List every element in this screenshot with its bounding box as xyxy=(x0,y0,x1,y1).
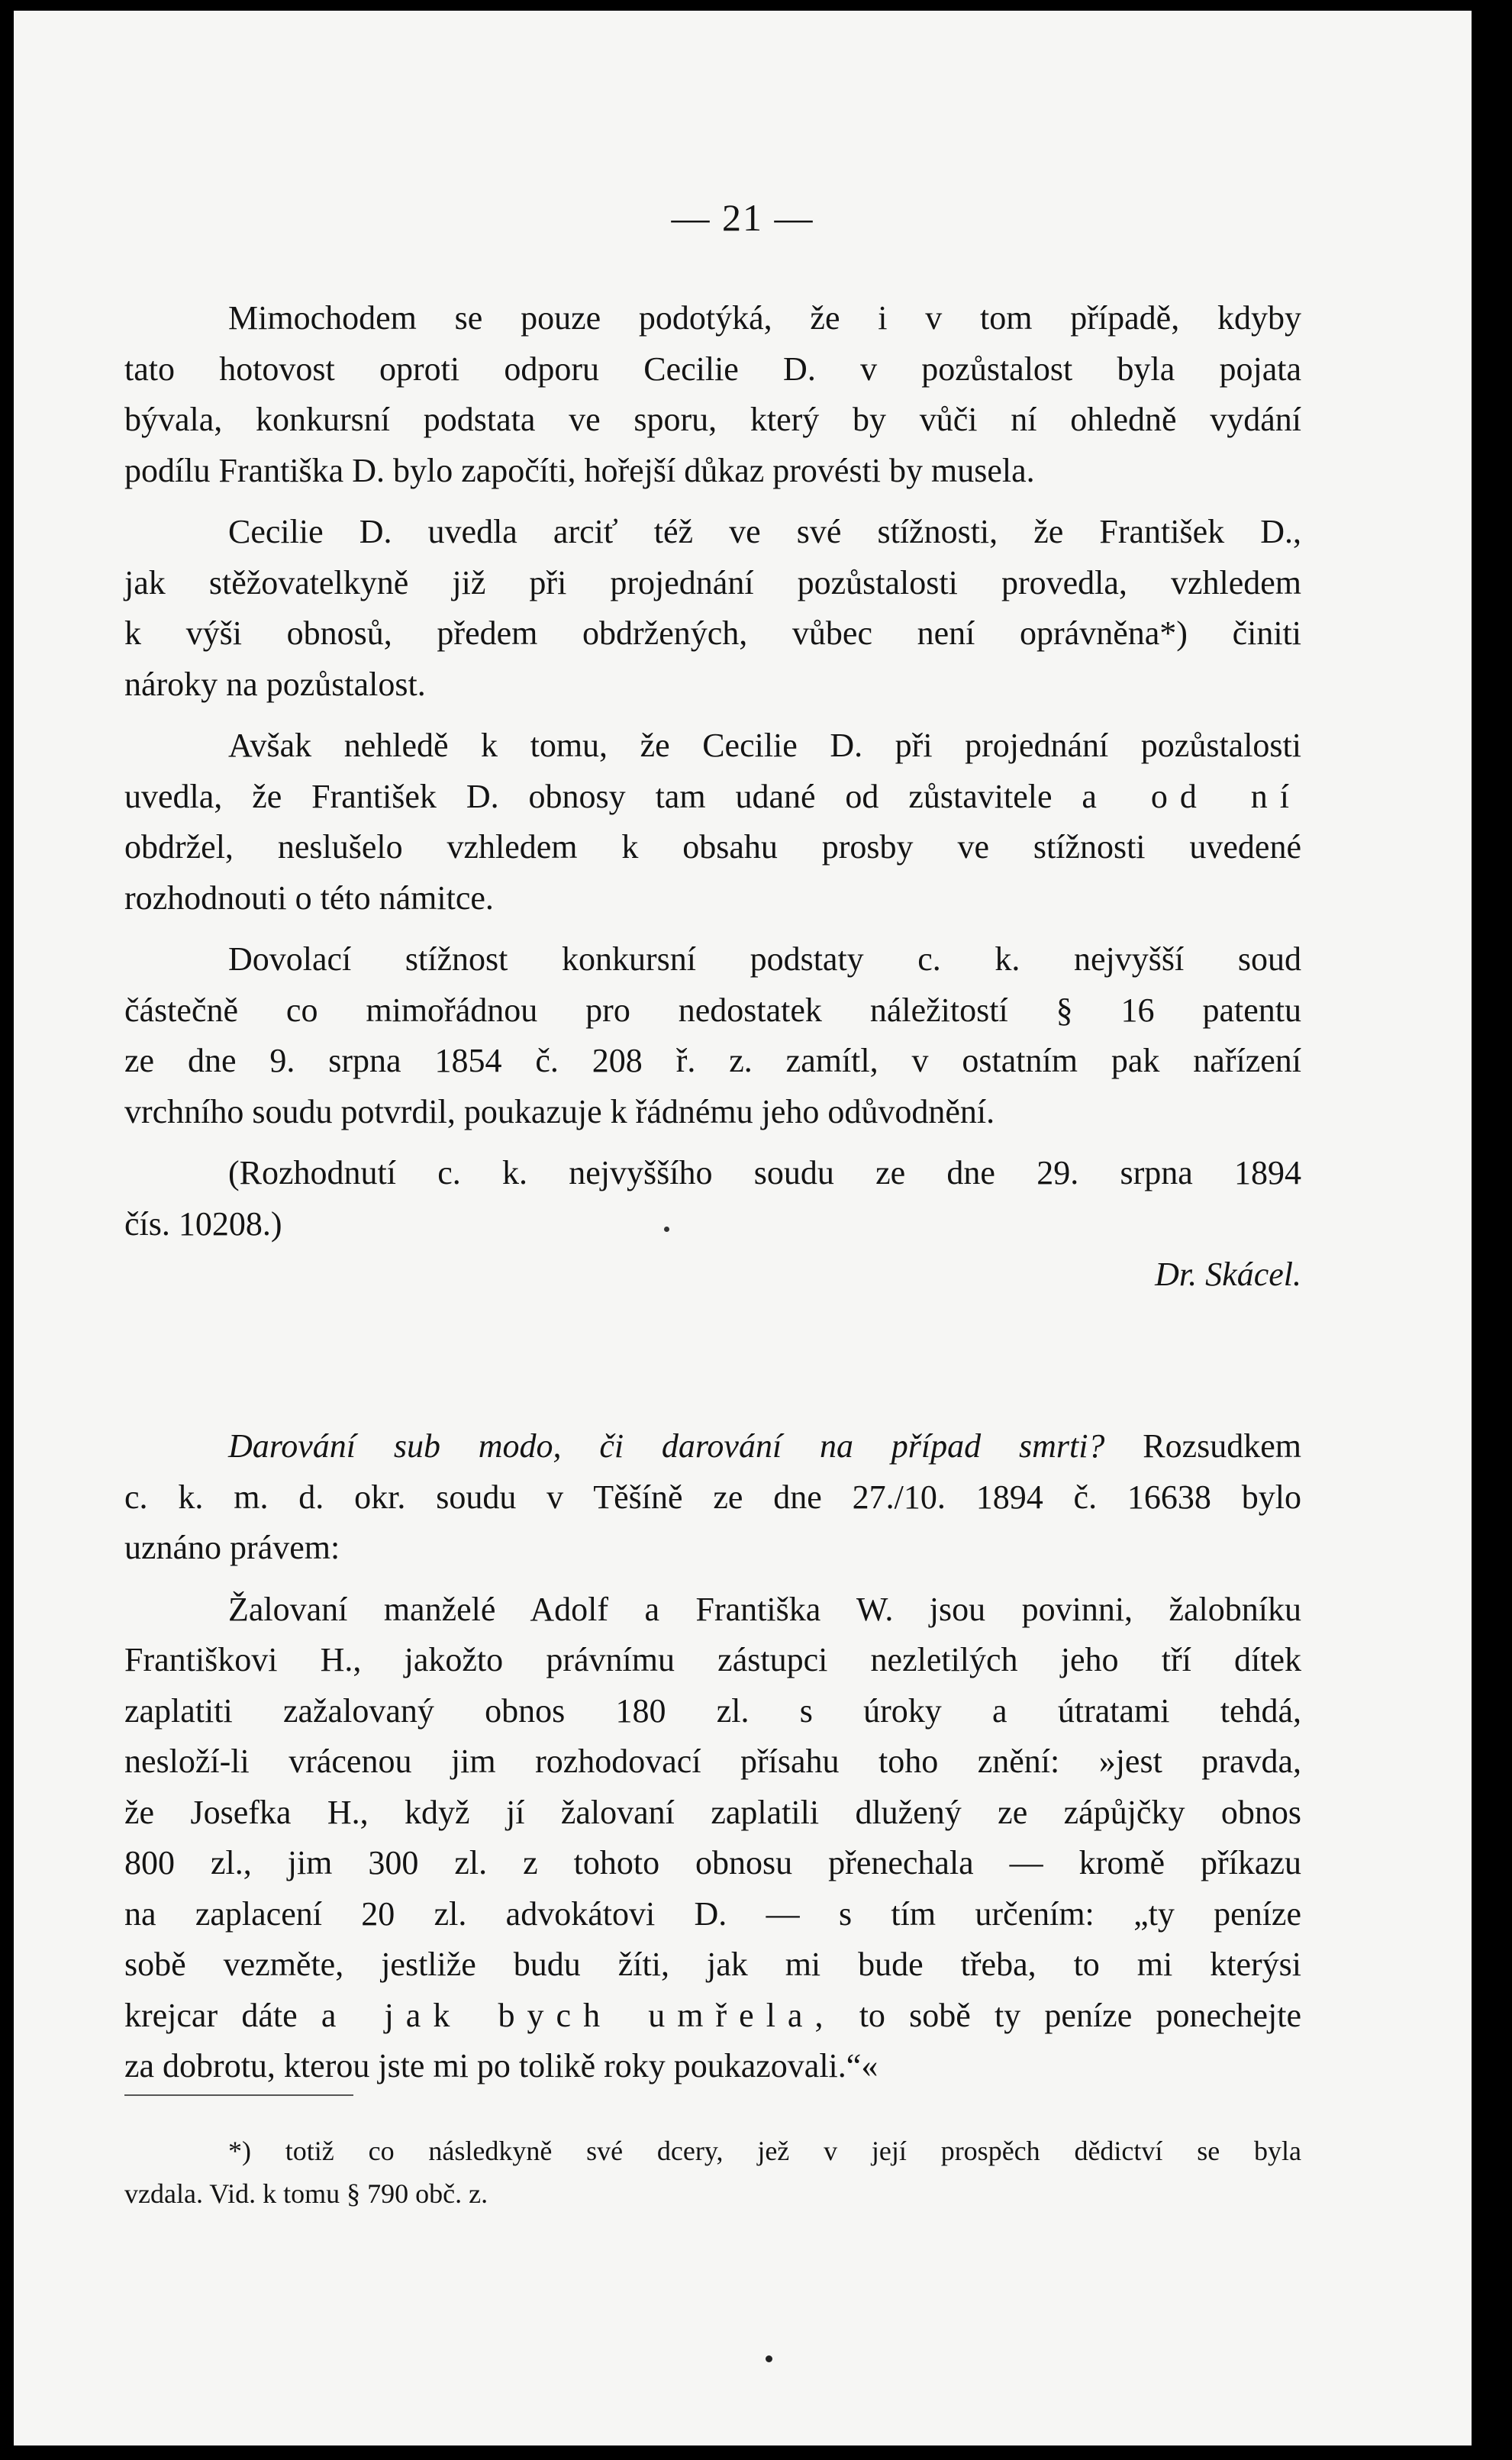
court-decision-section xyxy=(124,293,1301,1301)
paragraph-2 xyxy=(124,507,1301,710)
text-line: částečně co mimořádnou pro nedostatek náležitostí § 16 patentu xyxy=(124,991,1301,1029)
darovani-section xyxy=(124,1421,1301,2092)
text-line: sobě vezměte, jestliže budu žíti, jak mi bude třeba, to mi kterýsi xyxy=(124,1946,1301,1983)
text-line: Františkovi H., jakožto právnímu zástupci nezletilých jeho tří dítek xyxy=(124,1641,1301,1678)
text-line: Cecilie D. uvedla arciť též ve své stížnosti, že František D., xyxy=(228,513,1301,550)
text-line: ze dne 9. srpna 1854 č. 208 ř. z. zamítl, v ostatním pak nařízení xyxy=(124,1042,1301,1079)
text-line: (Rozhodnutí c. k. nejvyššího soudu ze dne 29. srpna 1894 xyxy=(228,1154,1301,1191)
text-line: bývala, konkursní podstata ve sporu, který by vůči ní ohledně vydání xyxy=(124,401,1301,438)
section-heading-line xyxy=(124,1421,1301,1472)
text-line: jak stěžovatelkyně již při projednání pozůstalosti provedla, vzhledem xyxy=(124,563,1301,601)
text-line: c. k. m. d. okr. soudu v Těšíně ze dne 27./10. 1894 č. 16638 bylo xyxy=(124,1478,1301,1516)
text-line: vrchního soudu potvrdil, poukazuje k řádnému jeho odůvodnění. xyxy=(124,1092,995,1130)
text-span: to sobě ty peníze ponechejte xyxy=(859,1996,1302,2034)
text-line: k výši obnosů, předem obdržených, vůbec není oprávněna*) činiti xyxy=(124,614,1301,652)
footnote-line: vzdala. Vid. k tomu § 790 obč. z. xyxy=(124,2178,488,2209)
text-span: Rozsudkem xyxy=(1143,1427,1301,1465)
text-line: obdržel, neslušelo vzhledem k obsahu prosby ve stížnosti uvedené xyxy=(124,828,1301,866)
footnote-divider xyxy=(124,2094,353,2096)
document-page xyxy=(14,11,1472,2445)
text-line: nesloží-li vrácenou jim rozhodovací přísahu toho znění: »jest pravda, xyxy=(124,1743,1301,1780)
text-line: Mimochodem se pouze podotýká, že i v tom případě, kdyby xyxy=(228,299,1301,337)
text-line: čís. 10208.) xyxy=(124,1204,282,1243)
text-line: Dovolací stížnost konkursní podstaty c. k. nejvyšší soud xyxy=(228,940,1301,978)
stray-speck-mark xyxy=(766,2355,772,2362)
text-span: uvedla, že František D. obnosy tam udané od zůstavitele xyxy=(124,777,1053,815)
text-line: uznáno právem: xyxy=(124,1529,340,1566)
stray-dot-mark xyxy=(664,1227,669,1232)
text-line: 800 zl., jim 300 zl. z tohoto obnosu přenechala — kromě příkazu xyxy=(124,1844,1301,1881)
text-line: nároky na pozůstalost. xyxy=(124,665,426,703)
paragraph-4 xyxy=(124,934,1301,1137)
text-line: Avšak nehledě k tomu, že Cecilie D. při projednání pozůstalosti xyxy=(228,727,1301,764)
text-line: podílu Františka D. bylo započíti, hořejší důkaz provésti by musela. xyxy=(124,451,1035,489)
text-line: rozhodnouti o této námitce. xyxy=(124,879,494,917)
judgment-paragraph xyxy=(124,1585,1301,2092)
footnote xyxy=(124,2130,1301,2215)
section-heading-italic: Darování sub modo, či darování na případ smrti? xyxy=(228,1427,1105,1465)
paragraph-5-citation xyxy=(124,1148,1301,1249)
text-line: na zaplacení 20 zl. advokátovi D. — s tím určením: „ty peníze xyxy=(124,1894,1301,1933)
emphasized-spaced-text: a jak bych umřela, xyxy=(321,1996,836,2034)
text-line xyxy=(124,1991,1301,2042)
text-line: zaplatiti zažalovaný obnos 180 zl. s úroky a útratami tehdá, xyxy=(124,1691,1301,1730)
page-number: — 21 — xyxy=(671,196,814,239)
paragraph-3 xyxy=(124,721,1301,924)
text-line xyxy=(124,772,1301,823)
footnote-line: *) totiž co následkyně své dcery, jež v její prospěch dědictví se byla xyxy=(228,2136,1301,2166)
text-span: krejcar dáte xyxy=(124,1996,298,2034)
emphasized-spaced-text: a od ní xyxy=(1082,777,1302,815)
paragraph-1 xyxy=(124,293,1301,496)
text-line: Žalovaní manželé Adolf a Františka W. jsou povinni, žalobníku xyxy=(228,1590,1301,1628)
text-line: za dobrotu, kterou jste mi po tolikě roky poukazovali.“« xyxy=(124,2047,879,2084)
signature: Dr. Skácel. xyxy=(1155,1256,1301,1293)
text-line: že Josefka H., když jí žalovaní zaplatili dlužený ze zápůjčky obnos xyxy=(124,1793,1301,1831)
text-line: tato hotovost oproti odporu Cecilie D. v pozůstalost byla pojata xyxy=(124,350,1301,388)
